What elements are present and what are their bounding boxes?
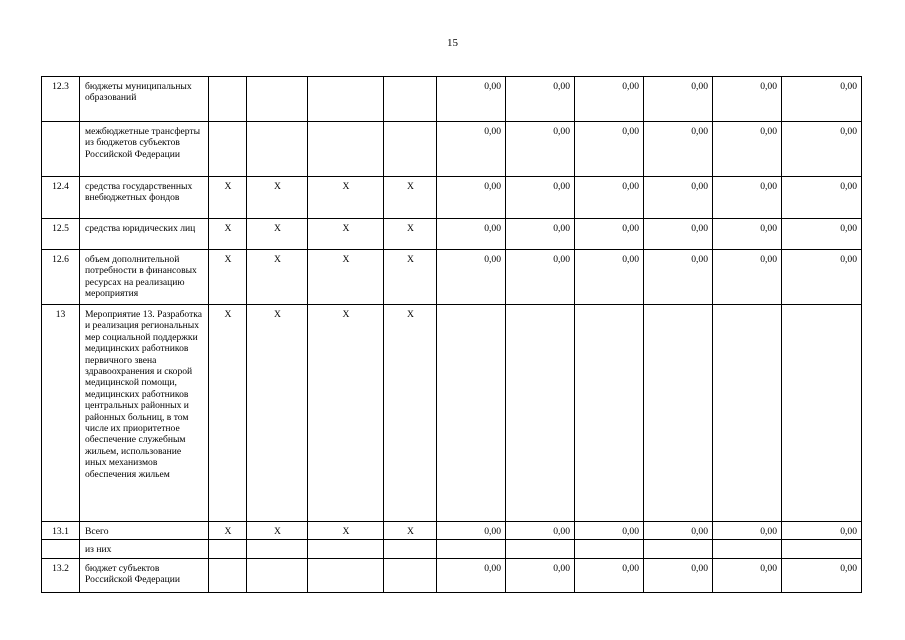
mark-cell: X: [247, 177, 308, 219]
value-cell: 0,00: [575, 122, 644, 177]
value-cell: 0,00: [506, 250, 575, 305]
mark-cell: X: [308, 250, 384, 305]
value-cell: 0,00: [575, 559, 644, 593]
value-cell: 0,00: [437, 522, 506, 540]
value-cell: [575, 305, 644, 522]
page-number: 15: [447, 37, 458, 49]
budget-table: [41, 76, 862, 593]
value-cell: 0,00: [782, 77, 862, 122]
value-cell: 0,00: [713, 250, 782, 305]
value-cell: 0,00: [644, 122, 713, 177]
value-cell: [644, 305, 713, 522]
value-cell: 0,00: [506, 77, 575, 122]
mark-cell: [384, 540, 437, 559]
value-cell: 0,00: [437, 250, 506, 305]
value-cell: [437, 305, 506, 522]
row-name: средства государственных внебюджетных фондов: [80, 177, 209, 219]
value-cell: 0,00: [782, 250, 862, 305]
value-cell: 0,00: [437, 77, 506, 122]
value-cell: 0,00: [782, 522, 862, 540]
table-row: [42, 250, 862, 305]
row-number: 12.6: [42, 250, 80, 305]
value-cell: [437, 540, 506, 559]
mark-cell: X: [209, 250, 247, 305]
mark-cell: [384, 122, 437, 177]
table-row: [42, 177, 862, 219]
row-name: Всего: [80, 522, 209, 540]
mark-cell: X: [384, 522, 437, 540]
mark-cell: [308, 77, 384, 122]
value-cell: [506, 540, 575, 559]
mark-cell: [308, 540, 384, 559]
mark-cell: X: [384, 219, 437, 250]
mark-cell: [209, 540, 247, 559]
row-name: Мероприятие 13. Разработка и реализация региональных мер социальной поддержки медицинских работников первичного звена здравоохранения и скорой медицинской помощи, медицинских работников центральных районных и районных больниц, в том числе их приоритетное обеспечение служебным жильем, использование иных механизмов обеспечения жильем: [80, 305, 209, 522]
value-cell: 0,00: [713, 559, 782, 593]
table-row: [42, 219, 862, 250]
mark-cell: X: [247, 305, 308, 522]
value-cell: 0,00: [644, 522, 713, 540]
mark-cell: X: [308, 305, 384, 522]
mark-cell: X: [247, 250, 308, 305]
row-number: [42, 540, 80, 559]
value-cell: 0,00: [644, 559, 713, 593]
value-cell: 0,00: [575, 250, 644, 305]
mark-cell: [209, 122, 247, 177]
value-cell: 0,00: [713, 522, 782, 540]
value-cell: 0,00: [506, 219, 575, 250]
value-cell: 0,00: [713, 122, 782, 177]
mark-cell: X: [384, 250, 437, 305]
value-cell: 0,00: [437, 219, 506, 250]
row-name: средства юридических лиц: [80, 219, 209, 250]
value-cell: 0,00: [437, 122, 506, 177]
mark-cell: [209, 559, 247, 593]
value-cell: [782, 540, 862, 559]
value-cell: [713, 540, 782, 559]
value-cell: 0,00: [713, 219, 782, 250]
value-cell: 0,00: [713, 77, 782, 122]
mark-cell: X: [209, 177, 247, 219]
mark-cell: [308, 122, 384, 177]
value-cell: 0,00: [575, 219, 644, 250]
mark-cell: [308, 559, 384, 593]
table-row: [42, 77, 862, 122]
row-name: из них: [80, 540, 209, 559]
value-cell: 0,00: [782, 219, 862, 250]
row-name: бюджеты муниципальных образований: [80, 77, 209, 122]
mark-cell: [247, 77, 308, 122]
value-cell: 0,00: [506, 177, 575, 219]
value-cell: 0,00: [437, 559, 506, 593]
value-cell: 0,00: [644, 250, 713, 305]
value-cell: 0,00: [506, 559, 575, 593]
row-name: объем дополнительной потребности в финансовых ресурсах на реализацию мероприятия: [80, 250, 209, 305]
value-cell: 0,00: [437, 177, 506, 219]
row-number: 13: [42, 305, 80, 522]
value-cell: 0,00: [575, 522, 644, 540]
table-row: [42, 522, 862, 540]
mark-cell: [247, 540, 308, 559]
table-row: [42, 559, 862, 593]
value-cell: [506, 305, 575, 522]
value-cell: 0,00: [575, 177, 644, 219]
mark-cell: X: [308, 177, 384, 219]
mark-cell: X: [384, 305, 437, 522]
mark-cell: X: [247, 522, 308, 540]
row-name: межбюджетные трансферты из бюджетов субъектов Российской Федерации: [80, 122, 209, 177]
value-cell: [644, 540, 713, 559]
mark-cell: X: [209, 305, 247, 522]
value-cell: [575, 540, 644, 559]
mark-cell: [247, 559, 308, 593]
row-number: 12.5: [42, 219, 80, 250]
value-cell: [713, 305, 782, 522]
row-number: 13.1: [42, 522, 80, 540]
row-number: 12.3: [42, 77, 80, 122]
mark-cell: [384, 77, 437, 122]
mark-cell: X: [384, 177, 437, 219]
value-cell: 0,00: [782, 177, 862, 219]
value-cell: 0,00: [644, 177, 713, 219]
value-cell: 0,00: [506, 122, 575, 177]
value-cell: 0,00: [782, 122, 862, 177]
value-cell: 0,00: [506, 522, 575, 540]
mark-cell: [247, 122, 308, 177]
value-cell: [782, 305, 862, 522]
row-number: 12.4: [42, 177, 80, 219]
mark-cell: X: [308, 219, 384, 250]
table-row: [42, 540, 862, 559]
value-cell: 0,00: [644, 219, 713, 250]
row-number: 13.2: [42, 559, 80, 593]
row-number: [42, 122, 80, 177]
table-row: [42, 305, 862, 522]
mark-cell: X: [209, 522, 247, 540]
mark-cell: [209, 77, 247, 122]
mark-cell: X: [247, 219, 308, 250]
mark-cell: X: [209, 219, 247, 250]
value-cell: 0,00: [575, 77, 644, 122]
row-name: бюджет субъектов Российской Федерации: [80, 559, 209, 593]
mark-cell: X: [308, 522, 384, 540]
value-cell: 0,00: [782, 559, 862, 593]
mark-cell: [384, 559, 437, 593]
table-row: [42, 122, 862, 177]
value-cell: 0,00: [713, 177, 782, 219]
value-cell: 0,00: [644, 77, 713, 122]
